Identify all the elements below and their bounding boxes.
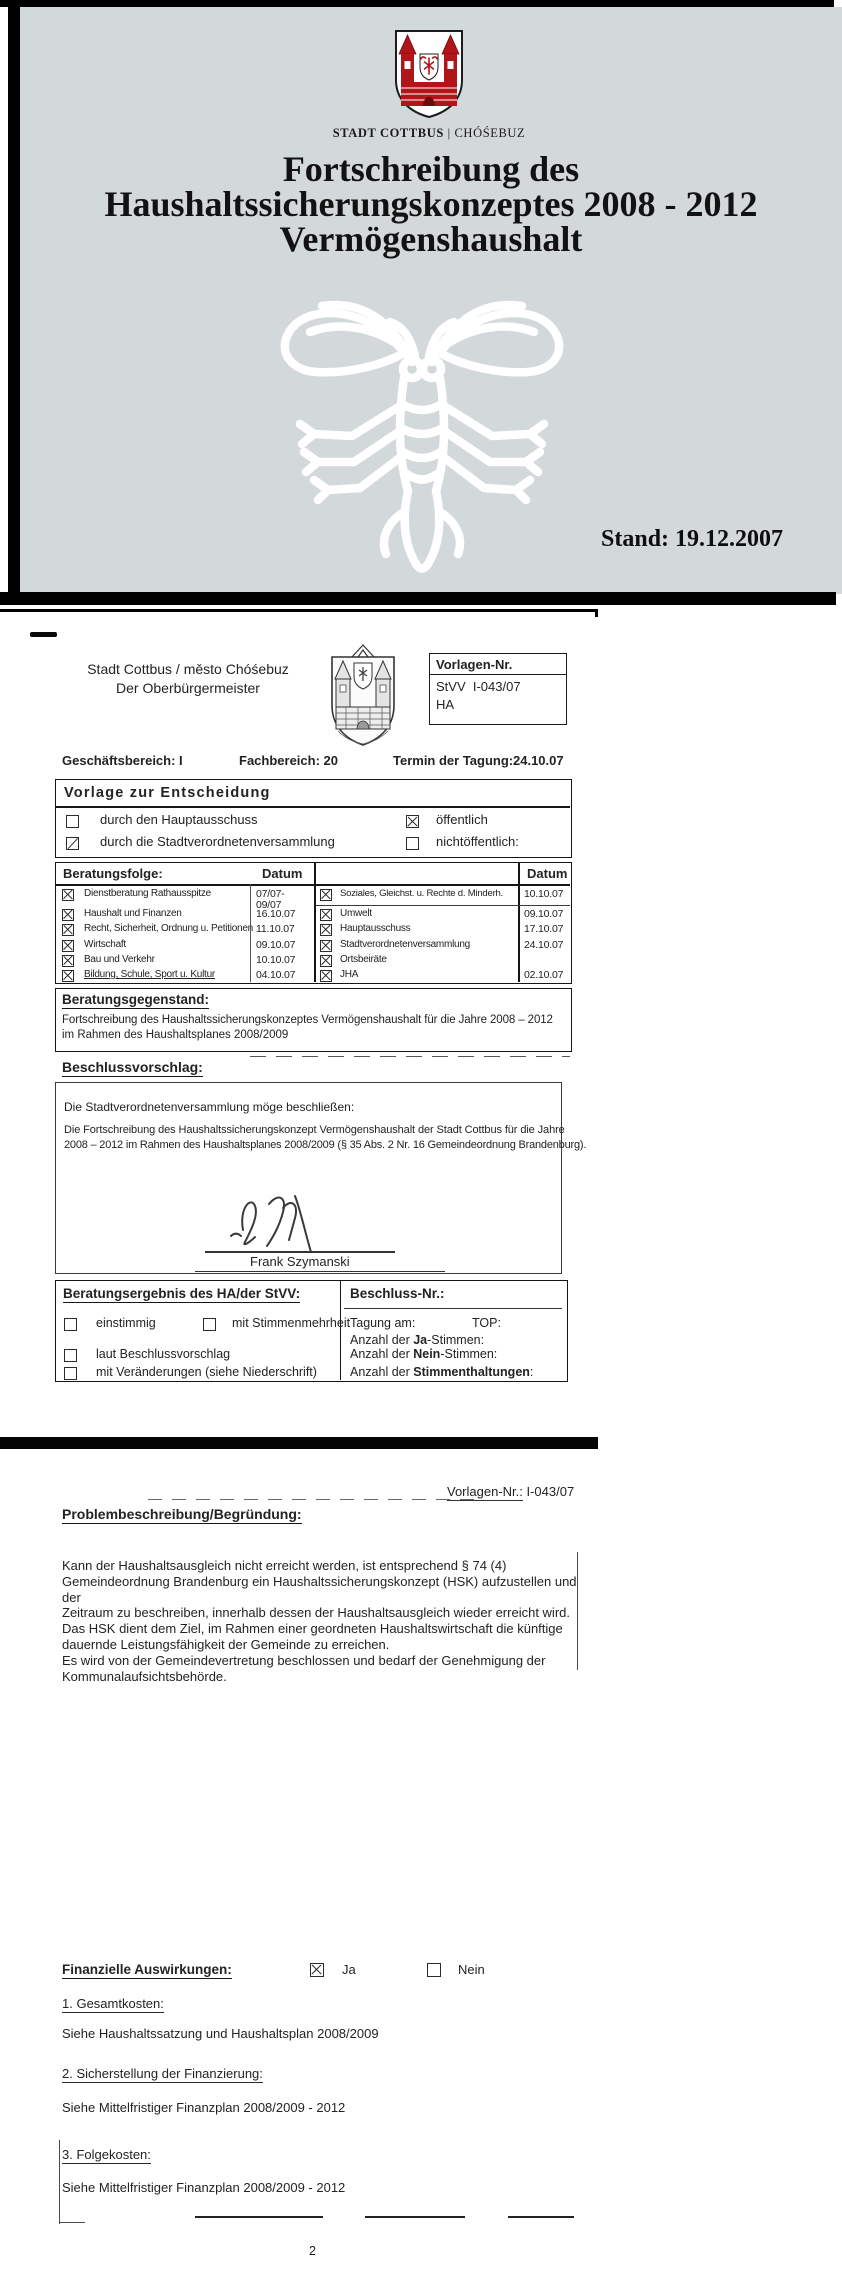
checkbox-nichtoeffentlich[interactable] (406, 837, 419, 850)
checkbox-oeffentlich[interactable] (406, 815, 419, 828)
problem-paragraph (62, 1558, 587, 1684)
nein-prefix: Anzahl der (350, 1347, 414, 1361)
footer-line-2 (365, 2216, 465, 2218)
row-soziales: Soziales, Gleichst. u. Rechte d. Minderh. (340, 888, 504, 899)
row-ortsbeiraete: Ortsbeiräte (340, 954, 387, 965)
page-number: 2 (309, 2244, 316, 2258)
cover-title-line2: Haushaltssicherungskonzeptes 2008 - 2012 (104, 184, 758, 224)
gesamtkosten-text: Siehe Haushaltssatzung und Haushaltsplan 2008/2009 (62, 2026, 379, 2041)
separator-thin-line (0, 609, 597, 612)
checkbox-haushalt-finanzen[interactable] (62, 909, 74, 921)
vorlagen-ref (447, 1484, 574, 1499)
enthaltung-prefix: Anzahl der (350, 1365, 414, 1379)
scan-artifact-corner (59, 2222, 85, 2223)
datum-header-right: Datum (527, 866, 568, 881)
row-stvv-datum: 24.10.07 (524, 939, 564, 951)
page3-top-bar (0, 1437, 598, 1449)
entscheidung-title: Vorlage zur Entscheidung (64, 785, 271, 801)
finanzen-ja-label: Ja (342, 1962, 356, 1977)
checkbox-wirtschaft[interactable] (62, 940, 74, 952)
gegenstand-title: Beratungsgegenstand: (62, 992, 210, 1007)
row-hauptausschuss-datum: 17.10.07 (524, 923, 564, 935)
checkbox-stvv-row[interactable] (320, 940, 332, 952)
checkbox-bau-verkehr[interactable] (62, 955, 74, 967)
cover-top-border (0, 0, 834, 7)
finanzen-title: Finanzielle Auswirkungen: (62, 1962, 232, 1977)
checkbox-jha[interactable] (320, 970, 332, 982)
margin-dash-mark (30, 632, 57, 637)
checkbox-recht-sicherheit[interactable] (62, 924, 74, 936)
cover-caption-city: STADT COTTBUS (332, 126, 444, 140)
ergebnis-title: Beratungsergebnis des HA/der StVV: (63, 1286, 301, 1301)
termin-value: 24.10.07 (513, 753, 564, 768)
problem-line: Zeitraum zu beschreiben, innerhalb dessen der Haushaltsausgleich wieder erreicht wird. (62, 1605, 570, 1621)
checkbox-einstimmig[interactable] (64, 1318, 77, 1331)
problem-line: dauernde Leistungsfähigkeit der Gemeinde zu erreichen. (62, 1636, 390, 1652)
vorlagen-nr-committee: HA (436, 697, 455, 712)
beratungsfolge-title: Beratungsfolge: (63, 866, 163, 881)
row-bau-verkehr: Bau und Verkehr (84, 954, 155, 965)
checkbox-hauptausschuss-row[interactable] (320, 924, 332, 936)
checkbox-stimmenmehrheit[interactable] (203, 1318, 216, 1331)
table-divider-right (518, 862, 520, 982)
row-recht-sicherheit-datum: 11.10.07 (256, 923, 295, 935)
row-jha-datum: 02.10.07 (524, 969, 564, 981)
row-dienstberatung-datum2: 09/07 (256, 899, 282, 911)
vorlagen-ref-value: I-043/07 (522, 1484, 575, 1499)
nein-suffix: -Stimmen: (440, 1347, 498, 1361)
checkbox-hauptausschuss[interactable] (66, 815, 79, 828)
footer-line-3 (508, 2216, 574, 2218)
checkbox-soziales[interactable] (320, 889, 332, 901)
checkbox-umwelt[interactable] (320, 909, 332, 921)
table-header-rule (55, 884, 570, 886)
checkbox-finanzen-nein[interactable] (427, 1963, 441, 1977)
checkbox-finanzen-ja[interactable] (310, 1963, 324, 1977)
sender-mayor: Der Oberbürgermeister (116, 679, 260, 696)
table-divider-mid (314, 862, 316, 982)
beschlussvorschlag-title: Beschlussvorschlag: (62, 1059, 203, 1075)
footer-line-1 (195, 2216, 323, 2218)
row-jha: JHA (340, 969, 359, 980)
signature-line (205, 1251, 395, 1253)
row-umwelt-datum: 09.10.07 (524, 908, 564, 920)
finanzierung-title: 2. Sicherstellung der Finanzierung: (62, 2066, 263, 2081)
datum-header-left: Datum (262, 866, 303, 881)
enthaltung-suffix: : (529, 1365, 534, 1379)
checkbox-stadtverordnetenversammlung[interactable] (66, 837, 79, 850)
ja-prefix: Anzahl der (350, 1333, 414, 1347)
scan-artifact-left-line (59, 2140, 60, 2224)
problem-line: Gemeindeordnung Brandenburg ein Haushaltssicherungskonzept (HSK) aufzustellen und der (62, 1573, 577, 1605)
checkbox-dienstberatung[interactable] (62, 889, 74, 901)
checkbox-ortsbeiraete[interactable] (320, 955, 332, 967)
row-bildung-datum: 04.10.07 (256, 969, 296, 981)
problem-line: Kann der Haushaltsausgleich nicht erreicht werden, ist entsprechend § 74 (4) (62, 1558, 507, 1573)
checkbox-laut-beschlussvorschlag[interactable] (64, 1349, 77, 1362)
cover-left-border (8, 0, 20, 594)
sender-city: Stadt Cottbus / město Chóśebuz (87, 661, 289, 677)
row-bildung: Bildung, Schule, Sport u. Kultur (84, 969, 215, 980)
problem-line: Es wird von der Gemeindevertretung beschlossen und bedarf der Genehmigung der (62, 1652, 546, 1668)
option-stadtverordnetenversammlung: durch die Stadtverordnetenversammlung (100, 834, 335, 849)
enthaltungen-label (350, 1365, 533, 1379)
row-haushalt-finanzen: Haushalt und Finanzen (84, 908, 182, 919)
tagung-am-label: Tagung am: (350, 1316, 416, 1330)
row-haushalt-finanzen-datum: 16.10.07 (256, 908, 296, 920)
row-wirtschaft-datum: 09.10.07 (256, 939, 296, 951)
cover-caption-sorbian: CHÓŚEBUZ (454, 126, 526, 140)
option-einstimmig: einstimmig (96, 1316, 156, 1330)
crayfish-watermark (252, 266, 592, 586)
option-oeffentlich: öffentlich (436, 812, 488, 827)
ja-suffix: -Stimmen: (427, 1333, 485, 1347)
folgekosten-text: Siehe Mittelfristiger Finanzplan 2008/2009 - 2012 (62, 2180, 346, 2195)
beschluss-nr-rule (344, 1308, 562, 1309)
termin-label: Termin der Tagung: (393, 753, 514, 768)
row-dienstberatung-datum: 07/07- (256, 888, 285, 900)
row-recht-sicherheit: Recht, Sicherheit, Ordnung u. Petitionen (84, 923, 253, 934)
vorlagen-ref-label: Vorlagen-Nr.: (447, 1484, 523, 1499)
coat-of-arms-bw (328, 643, 398, 748)
finanzen-nein-label: Nein (458, 1962, 485, 1977)
row-hauptausschuss: Hauptausschuss (340, 923, 411, 934)
option-stimmenmehrheit: mit Stimmenmehrheit (232, 1316, 351, 1330)
separator-tick (595, 609, 598, 617)
row-soziales-datum: 10.10.07 (524, 888, 564, 900)
geschaeftsbereich-label: Geschäftsbereich: I (62, 753, 183, 768)
nein-stimmen-label (350, 1347, 497, 1361)
sender-block (70, 660, 306, 697)
vorlagen-nr-box (429, 653, 567, 725)
problem-title-dashes (148, 1499, 478, 1500)
cover-stand-date: Stand: 19.12.2007 (601, 526, 784, 552)
row-umwelt: Umwelt (340, 908, 372, 919)
cover-title-line1: Fortschreibung des (282, 149, 580, 189)
row-wirtschaft: Wirtschaft (84, 939, 126, 950)
signature-underline2 (195, 1271, 445, 1272)
checkbox-mit-veraenderungen[interactable] (64, 1367, 77, 1380)
cottbus-coat-of-arms (392, 28, 466, 120)
vorlagen-nr-value: StVV I-043/07 (436, 679, 521, 694)
option-nichtoeffentlich: nichtöffentlich: (436, 834, 519, 849)
problem-title: Problembeschreibung/Begründung: (62, 1506, 302, 1522)
signature-scribble (225, 1188, 355, 1254)
ergebnis-divider (340, 1280, 341, 1380)
problem-line: Kommunalaufsichtsbehörde. (62, 1668, 227, 1684)
beschluss-intro: Die Stadtverordnetenversammlung möge beschließen: (64, 1100, 355, 1114)
fachbereich-label: Fachbereich: 20 (239, 753, 338, 768)
option-laut-beschlussvorschlag: laut Beschlussvorschlag (96, 1347, 231, 1361)
enthaltung-bold: Stimmenthaltungen (413, 1365, 530, 1379)
folgekosten-title: 3. Folgekosten: (62, 2147, 151, 2162)
row-dienstberatung: Dienstberatung Rathausspitze (84, 888, 211, 899)
ja-stimmen-label (350, 1333, 484, 1347)
table-artifact-line (316, 905, 570, 906)
beschluss-nr-label: Beschluss-Nr.: (350, 1286, 445, 1301)
scan-artifact-right-line (577, 1552, 578, 1670)
cover-caption-separator: | (447, 126, 451, 140)
beschluss-line2: 2008 – 2012 im Rahmen des Haushaltsplanes 2008/2009 (§ 35 Abs. 2 Nr. 16 Gemeindeordnung Brandenburg). (64, 1139, 587, 1151)
checkbox-bildung[interactable] (62, 970, 74, 982)
cover-title-line3: Vermögenshaushalt (279, 219, 583, 259)
cover-caption (298, 126, 560, 141)
gegenstand-line1: Fortschreibung des Haushaltssicherungskonzeptes Vermögenshaushalt für die Jahre 2008 – 2012 (62, 1014, 553, 1026)
option-mit-veraenderungen: mit Veränderungen (siehe Niederschrift) (96, 1365, 317, 1379)
problem-line: Das HSK dient dem Ziel, im Rahmen einer geordneten Haushaltswirtschaft die künftige (62, 1621, 563, 1637)
gesamtkosten-title: 1. Gesamtkosten: (62, 1996, 164, 2011)
option-hauptausschuss: durch den Hauptausschuss (100, 812, 258, 827)
cover-bottom-border (0, 592, 836, 605)
finanzierung-text: Siehe Mittelfristiger Finanzplan 2008/2009 - 2012 (62, 2100, 346, 2115)
row-stvv: Stadtverordnetenversammlung (340, 939, 470, 950)
signature-name: Frank Szymanski (250, 1254, 350, 1269)
vorlagen-nr-label: Vorlagen-Nr. (430, 654, 566, 675)
nein-bold: Nein (413, 1347, 441, 1361)
top-label: TOP: (472, 1316, 501, 1330)
cover-title (21, 149, 841, 259)
row-bau-verkehr-datum: 10.10.07 (256, 954, 296, 966)
beschluss-line1: Die Fortschreibung des Haushaltssicherungskonzept Vermögenshaushalt der Stadt Cottbus für die Jahre (64, 1124, 565, 1136)
gegenstand-line2: im Rahmen des Haushaltsplanes 2008/2009 (62, 1029, 289, 1041)
entscheidung-title-rule (55, 806, 570, 808)
beschlussvorschlag-dashes (250, 1056, 570, 1057)
ja-bold: Ja (413, 1333, 428, 1347)
